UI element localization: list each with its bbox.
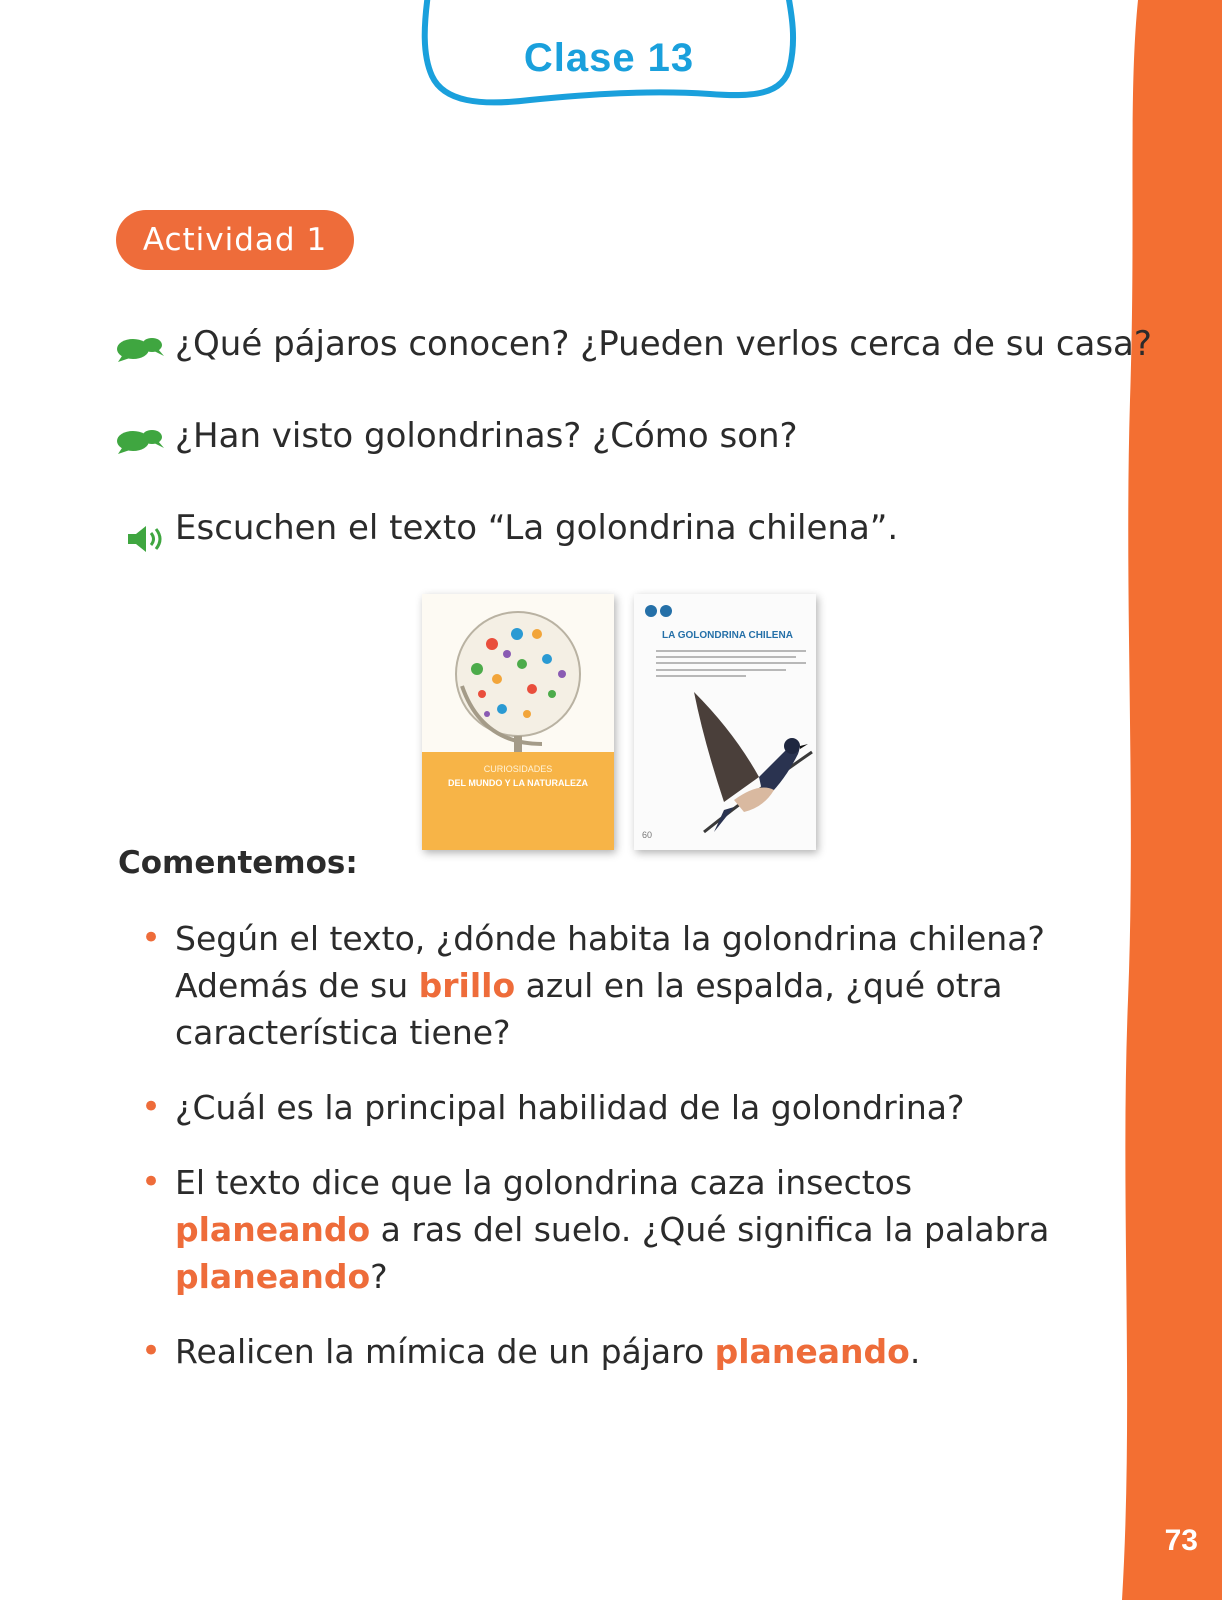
swallow-bird-illustration [664,682,814,842]
comentemos-heading: Comentemos: [118,845,358,881]
audio-dots-icon [644,604,674,618]
listen-instruction: Escuchen el texto “La golondrina chilena”. [175,508,899,548]
speech-bubbles-icon [116,336,166,362]
globe-illustration [422,594,614,754]
class-title: Clase 13 [523,36,695,80]
cover-right-title: LA GOLONDRINA CHILENA [662,630,793,641]
list-item: • El texto dice que la golondrina caza insectos planeando a ras del suelo. ¿Qué significa la palabra planeando? [175,1159,1075,1300]
activity-label: Actividad 1 [116,210,354,270]
highlight-word: brillo [418,966,516,1005]
discussion-list [175,915,1075,1403]
list-item: • Según el texto, ¿dónde habita la golondrina chilena? Además de su brillo azul en la espalda, ¿qué otra característica tiene? [175,915,1075,1056]
speaker-audio-icon [126,524,166,554]
cover-left-title-line1: CURIOSIDADES [483,764,553,774]
question-2: ¿Han visto golondrinas? ¿Cómo son? [175,416,798,456]
book-cover-curiosidades [422,594,614,850]
page-edge-band [1120,0,1222,1600]
list-item: • ¿Cuál es la principal habilidad de la golondrina? [175,1084,1075,1131]
cover-right-page-number: 60 [642,830,653,840]
highlight-word: planeando [175,1257,371,1296]
page-number: 73 [1164,1524,1198,1557]
highlight-word: planeando [175,1210,371,1249]
book-page-golondrina [634,594,816,850]
question-1: ¿Qué pájaros conocen? ¿Pueden verlos cerca de su casa? [175,324,1152,364]
cover-left-title-line2: DEL MUNDO Y LA NATURALEZA [447,778,588,788]
list-item: • Realicen la mímica de un pájaro planeando. [175,1328,1075,1375]
speech-bubbles-icon [116,428,166,454]
highlight-word: planeando [714,1332,910,1371]
text-lines [656,648,806,678]
